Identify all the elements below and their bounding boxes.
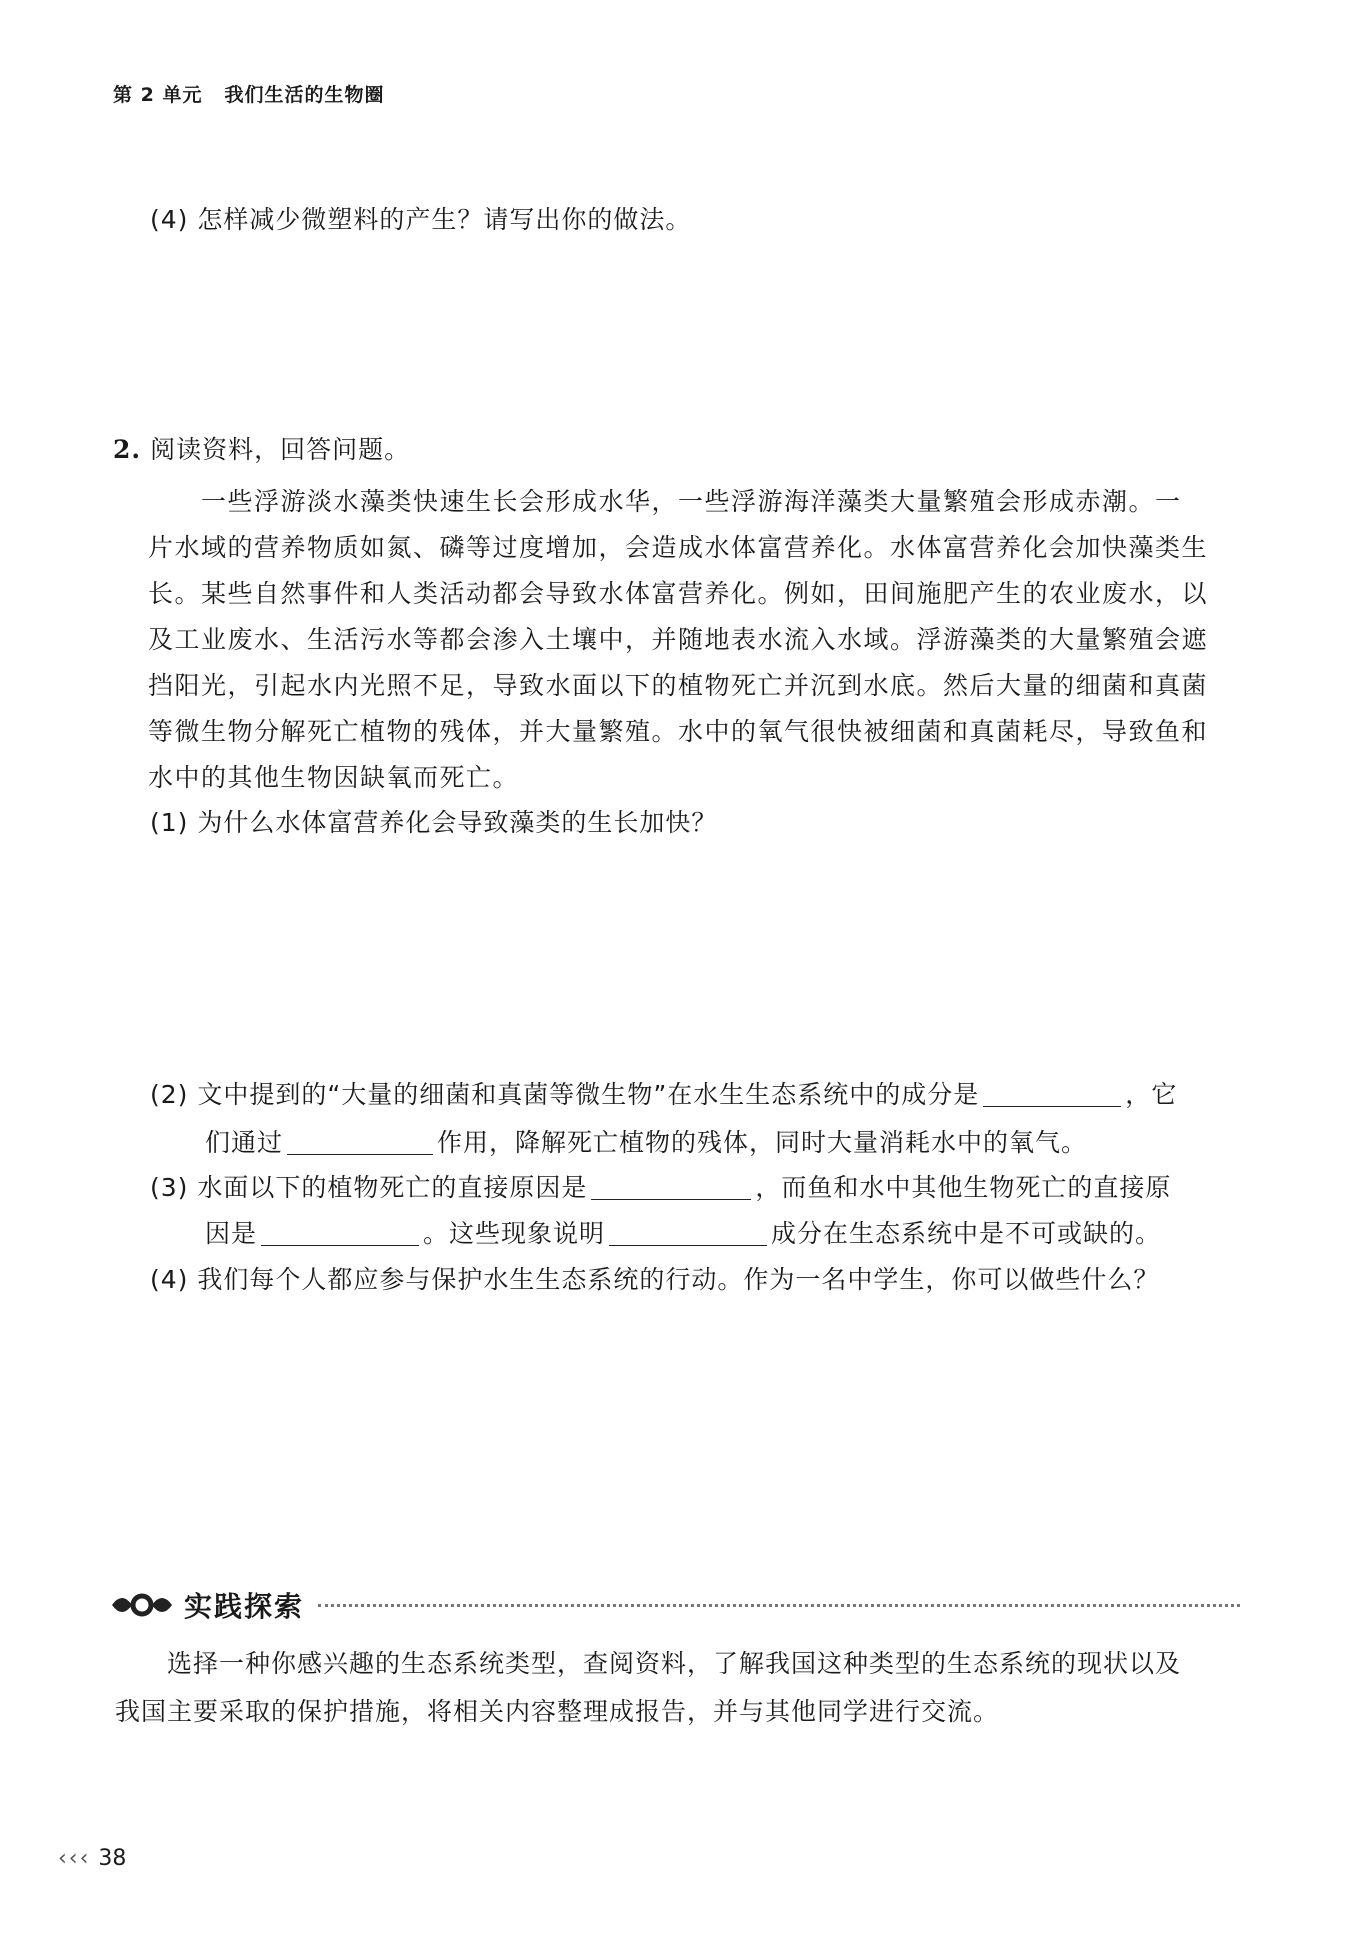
passage-line: 挡阳光，引起水内光照不足，导致水面以下的植物死亡并沉到水底。然后大量的细菌和真菌 [148,671,1209,700]
passage-line: 长。某些自然事件和人类活动都会导致水体富营养化。例如，田间施肥产生的农业废水，以 [148,579,1209,608]
answer-blank[interactable] [261,1217,419,1246]
practice-title: 实践探索 [184,1590,305,1623]
reading-passage [148,479,1236,801]
page-header [113,80,384,107]
question-2-number: 2. [113,435,142,464]
unit-title: 我们生活的生物圈 [224,84,385,106]
question-2-3-text: ，而鱼和水中其他生物死亡的直接原 [755,1173,1172,1202]
chevron-left-icon: ‹‹‹ [58,1846,91,1871]
question-2-2-text: 作用，降解死亡植物的残体，同时大量消耗水中的氧气。 [437,1128,1088,1157]
question-2-3-text: 因是 [205,1219,258,1248]
question-2-2-text: 们通过 [205,1128,284,1157]
passage-line: 一些浮游淡水藻类快速生长会形成水华，一些浮游海洋藻类大量繁殖会形成赤潮。一 [148,487,1182,516]
answer-blank[interactable] [591,1171,751,1200]
question-2-2-text: (2) 文中提到的“大量的细菌和真菌等微生物”在水生生态系统中的成分是 [150,1080,980,1109]
question-2-4: (4) 我们每个人都应参与保护水生生态系统的行动。作为一名中学生，你可以做些什么？ [150,1265,1160,1294]
page-footer [58,1846,126,1871]
question-1-4: (4) 怎样减少微塑料的产生？请写出你的做法。 [150,205,692,234]
page-number: 38 [98,1846,127,1871]
unit-label: 第 2 单元 [113,84,203,106]
question-2-2 [150,1077,1177,1113]
question-2-title: 阅读资料，回答问题。 [150,435,411,464]
practice-text [115,1640,1245,1736]
practice-line: 我国主要采取的保护措施，将相关内容整理成报告，并与其他同学进行交流。 [115,1697,1000,1726]
answer-blank[interactable] [609,1217,767,1246]
question-2-3-cont [205,1216,1161,1252]
question-2-1: (1) 为什么水体富营养化会导致藻类的生长加快？ [150,808,718,837]
dotted-divider [318,1604,1240,1607]
passage-line: 片水域的营养物质如氮、磷等过度增加，会造成水体富营养化。水体富营养化会加快藻类生 [148,533,1209,562]
answer-blank[interactable] [983,1078,1121,1107]
practice-icon [110,1589,174,1621]
passage-line: 等微生物分解死亡植物的残体，并大量繁殖。水中的氧气很快被细菌和真菌耗尽，导致鱼和 [148,717,1209,746]
question-2-2-text: ，它 [1125,1080,1178,1109]
practice-section-header [110,1585,1240,1625]
answer-blank[interactable] [287,1126,433,1155]
question-2-3-text: (3) 水面以下的植物死亡的直接原因是 [150,1173,588,1202]
passage-line: 水中的其他生物因缺氧而死亡。 [148,763,520,792]
question-2-3-text: 。这些现象说明 [423,1219,606,1248]
question-2-2-cont [205,1125,1087,1161]
practice-line: 选择一种你感兴趣的生态系统类型，查阅资料，了解我国这种类型的生态系统的现状以及 [115,1649,1182,1678]
passage-line: 及工业废水、生活污水等都会渗入土壤中，并随地表水流入水域。浮游藻类的大量繁殖会遮 [148,625,1209,654]
question-2-heading [113,432,410,468]
question-2-3-text: 成分在生态系统中是不可或缺的。 [771,1219,1162,1248]
question-2-3 [150,1170,1171,1206]
